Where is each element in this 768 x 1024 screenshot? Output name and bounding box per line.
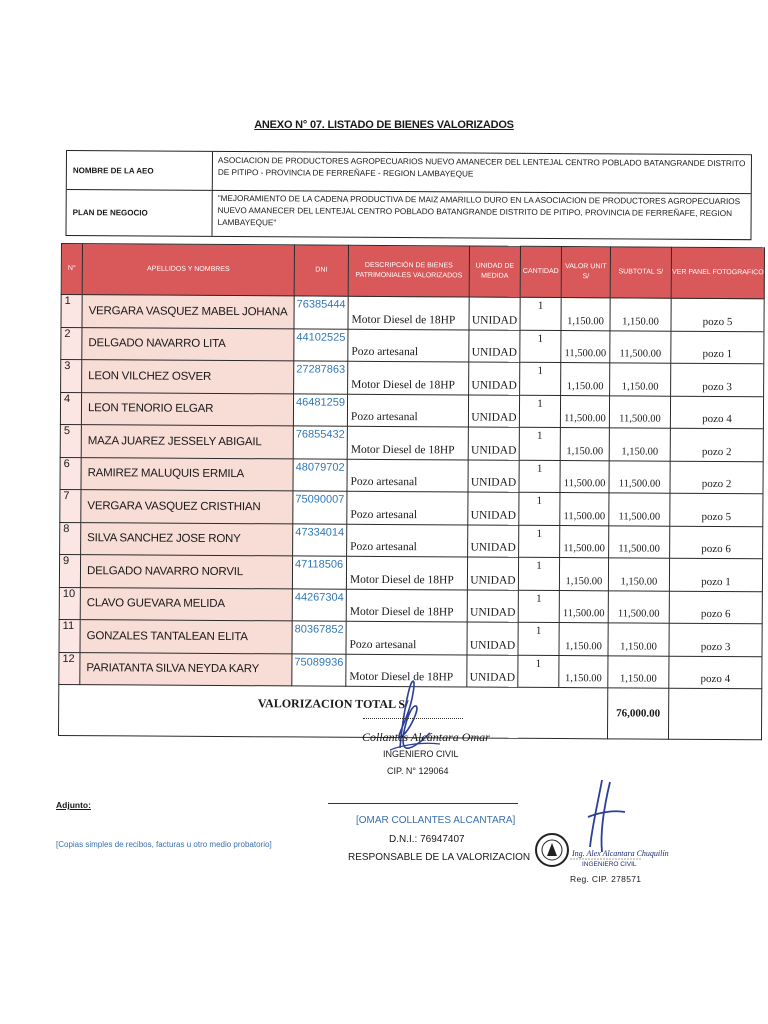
row-dni: 47118506 (292, 556, 346, 589)
row-dni: 27287863 (294, 361, 348, 394)
table-row (60, 457, 763, 494)
row-unit: UNIDAD (469, 329, 520, 362)
row-subtotal: 11,500.00 (609, 395, 670, 428)
row-name: DELGADO NAVARRO NORVIL (80, 555, 292, 589)
header-dni: DNI (294, 245, 348, 296)
row-unit-price: 1,150.00 (560, 428, 609, 461)
row-photo-panel: pozo 3 (671, 363, 764, 396)
table-row (61, 295, 764, 332)
row-number: 12 (59, 652, 80, 685)
row-unit: UNIDAD (467, 589, 518, 622)
row-dni: 47334014 (293, 523, 347, 556)
row-unit: UNIDAD (468, 492, 519, 525)
row-photo-panel: pozo 1 (669, 558, 762, 591)
row-photo-panel: pozo 5 (670, 493, 763, 526)
row-number: 5 (60, 424, 81, 457)
table-row (60, 522, 763, 559)
engineer-title: INGENIERO CIVIL (383, 749, 459, 759)
row-photo-panel: pozo 6 (670, 526, 763, 559)
row-name: DELGADO NAVARRO LITA (82, 327, 294, 361)
row-name: CLAVO GUEVARA MELIDA (80, 587, 292, 621)
row-number: 9 (59, 554, 80, 587)
row-unit-price: 11,500.00 (561, 330, 610, 363)
row-unit: UNIDAD (468, 394, 519, 427)
table-row (60, 392, 763, 429)
info-label-aeo: NOMBRE DE LA AEO (67, 151, 213, 190)
table-row (60, 424, 763, 461)
row-name: PARIATANTA SILVA NEYDA KARY (80, 652, 292, 686)
header-name: APELLIDOS Y NOMBRES (82, 244, 294, 296)
table-row (60, 489, 763, 526)
row-photo-panel: pozo 6 (669, 591, 762, 624)
row-unit: UNIDAD (467, 557, 518, 590)
row-dni: 44102525 (294, 328, 348, 361)
row-unit-price: 1,150.00 (561, 363, 610, 396)
row-description: Pozo artesanal (347, 459, 468, 492)
table-row (61, 327, 764, 364)
row-name: SILVA SANCHEZ JOSE RONY (81, 522, 293, 556)
row-subtotal: 1,150.00 (608, 623, 669, 656)
row-dni: 75090007 (293, 491, 347, 524)
row-photo-panel: pozo 1 (671, 331, 764, 364)
row-description: Pozo artesanal (347, 524, 468, 557)
row-unit: UNIDAD (469, 362, 520, 395)
row-unit: UNIDAD (468, 427, 519, 460)
responsible-dni: D.N.I.: 76947407 (389, 834, 465, 845)
row-description: Motor Diesel de 18HP (346, 654, 467, 687)
table-row (59, 619, 762, 656)
row-unit-price: 11,500.00 (560, 493, 609, 526)
row-photo-panel: pozo 4 (670, 396, 763, 429)
row-description: Motor Diesel de 18HP (348, 296, 469, 329)
header-number: N° (61, 244, 82, 295)
row-unit: UNIDAD (468, 459, 519, 492)
info-row-plan (66, 189, 750, 239)
row-quantity: 1 (519, 395, 560, 428)
responsible-role: RESPONSABLE DE LA VALORIZACION (348, 852, 531, 863)
row-dni: 48079702 (293, 458, 347, 491)
row-description: Pozo artesanal (346, 621, 467, 654)
row-quantity: 1 (518, 622, 559, 655)
row-dni: 80367852 (292, 621, 346, 654)
row-name: VERGARA VASQUEZ CRISTHIAN (81, 490, 293, 524)
row-number: 7 (60, 489, 81, 522)
header-unit: UNIDAD DE MEDIDA (469, 246, 520, 297)
row-unit-price: 11,500.00 (560, 395, 609, 428)
row-name: MAZA JUAREZ JESSELY ABIGAIL (81, 425, 293, 459)
row-description: Pozo artesanal (347, 491, 468, 524)
row-dni: 46481259 (293, 393, 347, 426)
row-description: Motor Diesel de 18HP (348, 361, 469, 394)
svg-text:Ing. Alex Alcantara Chuquilín: Ing. Alex Alcantara Chuquilín (572, 849, 669, 858)
row-photo-panel: pozo 3 (669, 623, 762, 656)
seal-registration: Reg. CIP. 278571 (570, 874, 642, 884)
table-header-row (61, 244, 764, 299)
row-quantity: 1 (519, 460, 560, 493)
row-dni: 76855432 (293, 426, 347, 459)
row-subtotal: 1,150.00 (609, 428, 670, 461)
table-body (58, 295, 764, 740)
row-subtotal: 11,500.00 (609, 460, 670, 493)
row-number: 3 (61, 360, 82, 393)
info-value-aeo: ASOCIACION DE PRODUCTORES AGROPECUARIOS NUEVO AMANECER DEL LENTEJAL CENTRO POBLADO BATANGRANDE DISTRITO DE PITIPO - PROVINCIA DE FERREÑAFE - REGION LAMBAYEQUE (217, 155, 746, 179)
row-description: Motor Diesel de 18HP (346, 589, 467, 622)
row-subtotal: 1,150.00 (608, 558, 669, 591)
row-number: 4 (60, 392, 81, 425)
total-empty-cell (668, 688, 761, 740)
row-subtotal: 1,150.00 (610, 298, 671, 331)
row-unit-price: 11,500.00 (559, 590, 608, 623)
row-subtotal: 1,150.00 (610, 363, 671, 396)
table-row (59, 587, 762, 624)
row-unit-price: 11,500.00 (560, 525, 609, 558)
row-name: LEON TENORIO ELGAR (81, 392, 293, 426)
svg-text:INGENIERO CIVIL: INGENIERO CIVIL (582, 861, 637, 868)
row-dni: 76385444 (294, 296, 348, 329)
row-number: 11 (59, 619, 80, 652)
info-row-aeo (67, 151, 751, 194)
total-value: 76,000.00 (607, 688, 668, 739)
row-subtotal: 1,150.00 (608, 655, 669, 688)
row-photo-panel: pozo 5 (671, 298, 764, 331)
document-title: ANEXO N° 07. LISTADO DE BIENES VALORIZADOS (254, 119, 514, 131)
responsible-signature-line (328, 803, 518, 804)
row-description: Motor Diesel de 18HP (346, 556, 467, 589)
row-unit: UNIDAD (469, 297, 520, 330)
attachment-label: Adjunto: (56, 800, 91, 810)
row-quantity: 1 (520, 330, 561, 363)
assets-table (58, 243, 765, 740)
row-quantity: 1 (518, 590, 559, 623)
row-subtotal: 11,500.00 (608, 590, 669, 623)
row-number: 2 (61, 327, 82, 360)
row-quantity: 1 (518, 557, 559, 590)
row-unit-price: 1,150.00 (559, 558, 608, 591)
row-unit-price: 1,150.00 (561, 298, 610, 331)
header-unit-price: VALOR UNIT S/ (561, 247, 610, 298)
row-dni: 44267304 (292, 588, 346, 621)
engineer-signature-line (363, 718, 463, 719)
row-name: LEON VILCHEZ OSVER (82, 360, 294, 394)
row-unit: UNIDAD (468, 524, 519, 557)
row-number: 10 (59, 587, 80, 620)
table-row (61, 360, 764, 397)
row-subtotal: 11,500.00 (610, 330, 671, 363)
row-number: 8 (60, 522, 81, 555)
attachment-note: [Copias simples de recibos, facturas u otro medio probatorio] (56, 840, 272, 849)
row-quantity: 1 (519, 525, 560, 558)
row-photo-panel: pozo 2 (670, 428, 763, 461)
engineer-cip: CIP. N° 129064 (387, 766, 449, 776)
header-description: DESCRIPCIÓN DE BIENES PATRIMONIALES VALORIZADOS (348, 245, 469, 297)
row-name: GONZALES TANTALEAN ELITA (80, 620, 292, 654)
responsible-name: [OMAR COLLANTES ALCANTARA] (356, 815, 516, 826)
row-unit: UNIDAD (467, 654, 518, 687)
info-box (65, 150, 752, 240)
row-quantity: 1 (519, 492, 560, 525)
row-name: RAMIREZ MALUQUIS ERMILA (81, 457, 293, 491)
row-dni: 75089936 (292, 653, 346, 686)
row-description: Pozo artesanal (348, 329, 469, 362)
row-unit-price: 1,150.00 (559, 655, 608, 688)
row-quantity: 1 (519, 427, 560, 460)
row-quantity: 1 (520, 362, 561, 395)
engineer-name: Collantes Alcántara Omar (362, 730, 490, 744)
row-name: VERGARA VASQUEZ MABEL JOHANA (82, 295, 294, 329)
row-photo-panel: pozo 4 (669, 656, 762, 689)
row-photo-panel: pozo 2 (670, 461, 763, 494)
row-unit-price: 1,150.00 (559, 623, 608, 656)
info-label-plan: PLAN DE NEGOCIO (66, 189, 212, 236)
row-number: 6 (60, 457, 81, 490)
header-photo-panel: VER PANEL FOTOGRAFICO (671, 247, 764, 299)
info-value-plan: "MEJORAMIENTO DE LA CADENA PRODUCTIVA DE MAIZ AMARILLO DURO EN LA ASOCIACION DE PRODUCTORES AGROPECUARIOS NUEVO AMANECER DEL LENTEJAL CENTRO POBLADO BATANGRANDE DISTRITO DE PITIPO, PROVINCIA DE FERREÑAFE, REGION LAMBAYEQUE" (217, 193, 741, 228)
row-unit-price: 11,500.00 (560, 460, 609, 493)
row-description: Motor Diesel de 18HP (347, 426, 468, 459)
row-unit: UNIDAD (467, 622, 518, 655)
total-label: VALORIZACION TOTAL S/ (58, 684, 607, 738)
row-quantity: 1 (518, 655, 559, 688)
header-subtotal: SUBTOTAL S/ (610, 247, 671, 298)
header-quantity: CANTIDAD (520, 246, 561, 297)
row-description: Pozo artesanal (347, 394, 468, 427)
row-subtotal: 11,500.00 (609, 525, 670, 558)
row-subtotal: 11,500.00 (609, 493, 670, 526)
table-row (59, 554, 762, 591)
row-number: 1 (61, 295, 82, 328)
row-quantity: 1 (520, 297, 561, 330)
